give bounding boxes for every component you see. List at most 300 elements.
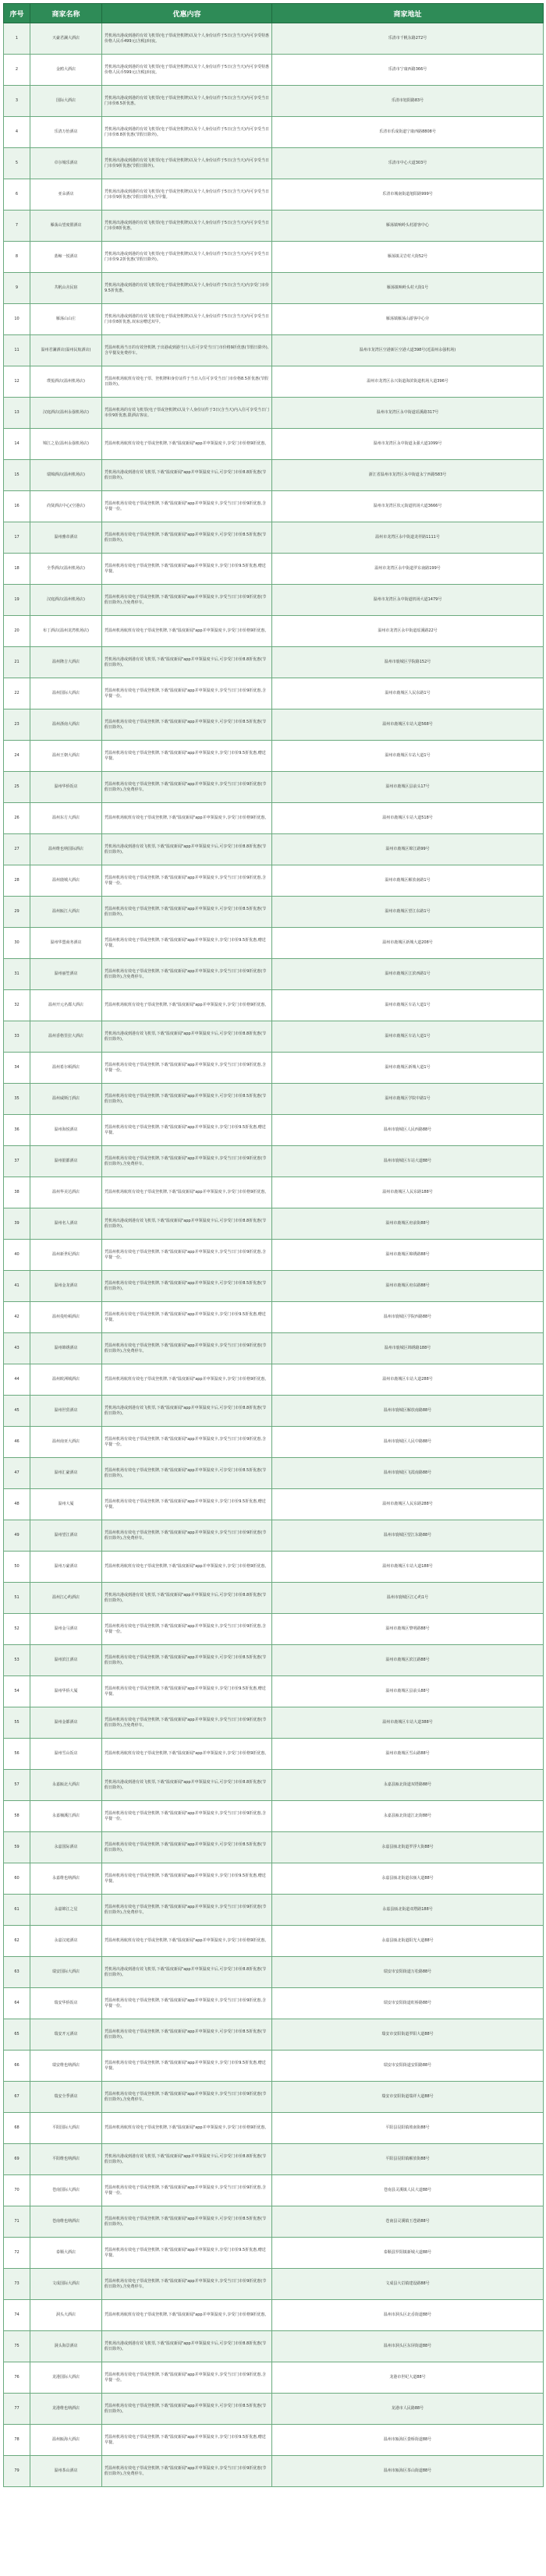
merchant-name: 温州国际大酒店 [30,678,102,709]
merchant-name: 天豪君澜大酒店 [30,23,102,55]
row-number: 59 [4,1832,30,1863]
merchant-name: 永嘉楠溪江酒店 [30,1801,102,1832]
merchant-address: 温州市龙湾区永中街道瑶溪路317号 [272,398,544,429]
merchant-address: 瑞安市安阳街道万松路88号 [272,1957,544,1988]
row-number: 20 [4,616,30,647]
benefit-text: 凭机场出港或到港的有效飞机票(电子票或登机牌)以及个人身份证件于5日(含当天)内可享受当日门市价8.8折优惠(节假日除外)。 [102,117,272,148]
header-benefit: 优惠内容 [102,4,272,23]
row-number: 7 [4,211,30,242]
benefit-text: 凭机场出港或到港有效飞机票,下载"温度新闻"app并申领温度卡后,可享受门市价8.8折优惠(节假日除外)。 [102,1396,272,1427]
merchant-name: 温州华侨大厦 [30,1676,102,1707]
header-address: 商家地址 [272,4,544,23]
merchant-name: 温州新世纪酒店 [30,1240,102,1271]
benefit-text: 凭温州机场有效电子票或登机牌,下载"温度新闻"app并申领温度卡,享受当日门市价9折优惠,含早餐一份。 [102,1614,272,1645]
row-number: 57 [4,1770,30,1801]
benefit-text: 凭温州机场有效电子票或登机牌,下载"温度新闻"app并申领温度卡,享受门市价9.5折优惠,赠送早餐。 [102,554,272,585]
row-number: 77 [4,2394,30,2425]
merchant-address: 温州市鹿城区新城大道208号 [272,928,544,959]
merchant-address: 温州市鹿城区锦绣路188号 [272,1333,544,1364]
merchant-name: 温州银都酒店 [30,1146,102,1177]
merchant-name: 平阳维也纳酒店 [30,2144,102,2175]
row-number: 16 [4,491,30,522]
table-row [4,522,544,554]
merchant-name: 温州君澜酒店(温州民航酒店) [30,335,102,366]
benefit-text: 凭温州机场有效电子票或登机牌,下载"温度新闻"app并申领温度卡,享受门市价9.5折优惠,赠送早餐。 [102,741,272,772]
benefit-text: 凭温州机场有效电子票或登机牌,下载"温度新闻"app并申领温度卡,享受门市价9.5折优惠,赠送早餐。 [102,1676,272,1707]
table-row [4,1739,544,1770]
row-number: 63 [4,1957,30,1988]
table-row [4,2175,544,2206]
merchant-address: 瑞安市安阳街道瑞祥大道88号 [272,2082,544,2113]
benefit-text: 凭温州机场有效电子票或登机牌,下载"温度新闻"app并申领温度卡,可享受门市价8.5折优惠(节假日除外)。 [102,1458,272,1489]
merchant-name: 温州锦绣酒店 [30,1333,102,1364]
merchant-name: 瑞安国际大酒店 [30,1957,102,1988]
table-row [4,273,544,304]
merchant-name: 温州威斯汀酒店 [30,1084,102,1115]
merchant-address: 乐清市乐成街道宁康西路8808号 [272,117,544,148]
merchant-address: 温州市鹿城区府东路88号 [272,1271,544,1302]
table-row [4,1333,544,1364]
row-number: 8 [4,242,30,273]
table-row [4,55,544,86]
benefit-text: 凭温州机场航班有效电子票或登机牌,下载"温度新闻"app并申领温度卡,享受门市价格9折优惠。 [102,1552,272,1583]
merchant-name: 雁荡山山庄 [30,304,102,335]
row-number: 46 [4,1427,30,1458]
table-row [4,709,544,741]
merchant-address: 乐清市城南街道旭阳路999号 [272,179,544,211]
benefit-text: 凭温州机场有效电子票或登机牌,下载"温度新闻"app并申领温度卡,可享受门市价8.5折优惠(节假日除外)。 [102,522,272,554]
table-row [4,491,544,522]
row-number: 22 [4,678,30,709]
row-number: 9 [4,273,30,304]
merchant-name: 永嘉汉庭酒店 [30,1926,102,1957]
table-row [4,772,544,803]
table-row [4,928,544,959]
merchant-address: 龙港市人民路88号 [272,2394,544,2425]
merchant-address: 雁荡镇灵岩村大街52号 [272,242,544,273]
merchant-name: 永嘉瓯北大酒店 [30,1770,102,1801]
row-number: 76 [4,2362,30,2394]
row-number: 58 [4,1801,30,1832]
benefit-text: 凭温州机场有效电子票或登机牌,下载"温度新闻"app并申领温度卡,享受当日门市价9折优惠(节假日除外),含免费停车。 [102,1333,272,1364]
benefit-text: 凭机场出港或到港的有效飞机票(电子票或登机牌)以及个人身份证件于5日(含当天)内可享受当日门市价8折优惠,双床房赠送双早。 [102,304,272,335]
merchant-name: 龙港维也纳酒店 [30,2394,102,2425]
header-row [4,4,544,23]
row-number: 67 [4,2082,30,2113]
merchant-name: 蓝鲸一悦酒店 [30,242,102,273]
merchant-name: 温州雪山饭店 [30,1739,102,1770]
merchant-name: 璞悦酒店(温州机场店) [30,366,102,398]
table-row [4,1707,544,1739]
table-row [4,2206,544,2238]
benefit-text: 凭温州机场有效电子票或登机牌,下载"温度新闻"app并申领温度卡,享受当日门市价9折优惠,含早餐一份。 [102,491,272,522]
merchant-address: 雁荡镇雁荡山游客中心旁 [272,304,544,335]
benefit-text: 凭温州机场有效电子票或登机牌,下载"温度新闻"app并申领温度卡,享受当日门市价9折优惠(节假日除外),含免费停车。 [102,1895,272,1926]
merchant-name: 温州开元名都大酒店 [30,990,102,1021]
table-row [4,2331,544,2362]
merchant-address: 温州市鹿城区解放南路1号 [272,865,544,897]
table-row [4,1115,544,1146]
merchant-name: 温州华盟商务酒店 [30,928,102,959]
merchant-address: 温州市龙湾区空港新区空港大道398号(近温州永强机场) [272,335,544,366]
merchant-address: 温州市鹿城区黎明路88号 [272,1614,544,1645]
merchant-address: 温州市鹿城区人民东路288号 [272,1489,544,1520]
row-number: 60 [4,1863,30,1895]
table-row [4,647,544,678]
merchant-name: 温州华美达酒店 [30,1177,102,1208]
merchant-address: 温州市鹿城区望江东路88号 [272,1520,544,1552]
benefit-text: 凭机场出港或到港有效飞机票,下载"温度新闻"app并申领温度卡后,可享受门市价8.8折优惠(节假日除外)。 [102,834,272,865]
benefit-text: 凭温州机场有效电子票或登机牌,下载"温度新闻"app并申领温度卡,可享受门市价8.5折优惠(节假日除外)。 [102,1271,272,1302]
row-number: 1 [4,23,30,55]
merchant-address: 温州市瓯海区茶山街道88号 [272,2456,544,2487]
row-number: 55 [4,1707,30,1739]
benefit-text: 凭机场出港或到港的有效飞机票(电子票或登机牌)以及个人身份证件于5日(含当天)内可享受特惠价格人民币499元(含税)/间夜。 [102,23,272,55]
merchant-address: 平阳县昆阳镇解放街88号 [272,2144,544,2175]
merchant-address: 温州市龙湾区永中街道瑶溪路22号 [272,616,544,647]
row-number: 41 [4,1271,30,1302]
table-row [4,148,544,179]
merchant-name: 温州维也纳国际酒店 [30,834,102,865]
merchant-address: 乐清市中心大道303号 [272,148,544,179]
table-row [4,429,544,460]
merchant-name: 温州东方大酒店 [30,803,102,834]
benefit-text: 凭温州机场有效电子票或登机牌,下载"温度新闻"app并申领温度卡,享受当日门市价9折优惠(节假日除外),含免费停车。 [102,1146,272,1177]
table-row [4,1895,544,1926]
table-row [4,1863,544,1895]
merchant-name: 永嘉国际酒店 [30,1832,102,1863]
merchant-address: 乐清市千帆东路272号 [272,23,544,55]
table-row [4,1552,544,1583]
merchant-address: 温州市鹿城区江心屿1号 [272,1583,544,1614]
row-number: 13 [4,398,30,429]
merchant-name: 温州瓯海大酒店 [30,2425,102,2456]
row-number: 42 [4,1302,30,1333]
benefit-text: 凭温州机场有效电子票或登机牌,下载"温度新闻"app并申领温度卡,享受当日门市价9折优惠,含早餐一份。 [102,1988,272,2019]
row-number: 34 [4,1053,30,1084]
merchant-name: 温州江心屿酒店 [30,1583,102,1614]
merchant-name: 温州望江酒店 [30,1520,102,1552]
table-row [4,1053,544,1084]
table-row [4,366,544,398]
merchant-name: 温州香格里拉大酒店 [30,1021,102,1053]
table-row [4,2238,544,2269]
row-number: 45 [4,1396,30,1427]
benefit-text: 凭温州机场有效电子票或登机牌,下载"温度新闻"app并申领温度卡,可享受门市价8.5折优惠(节假日除外)。 [102,1645,272,1676]
row-number: 50 [4,1552,30,1583]
row-number: 61 [4,1895,30,1926]
table-row [4,2144,544,2175]
table-row [4,2113,544,2144]
benefit-text: 凭温州机场有效电子票或登机牌,下载"温度新闻"app并申领温度卡,享受当日门市价9折优惠,含早餐一份。 [102,2362,272,2394]
row-number: 44 [4,1364,30,1396]
merchant-name: 温州汇豪酒店 [30,1458,102,1489]
merchant-address: 龙港市世纪大道88号 [272,2362,544,2394]
merchant-name: 乐清万怡酒店 [30,117,102,148]
table-row [4,1520,544,1552]
table-row [4,1832,544,1863]
merchant-address: 乐清市旭阳路83号 [272,86,544,117]
row-number: 14 [4,429,30,460]
merchant-name: 尚贤酒店中心(空港店) [30,491,102,522]
benefit-text: 凭机场出港或到港的有效飞机票(电子票或登机牌)以及个人身份证件于5日(含当天)内可享受特惠价格人民币599元(含税)/间夜。 [102,55,272,86]
table-row [4,460,544,491]
table-row [4,2394,544,2425]
merchant-name: 温州海悦酒店 [30,1115,102,1146]
merchant-address: 苍南县灵溪镇人民大道88号 [272,2175,544,2206]
merchant-name: 温州金马酒店 [30,1614,102,1645]
benefit-text: 凭温州机场有效电子票或登机牌,下载"温度新闻"app并申领温度卡,享受当日门市价9折优惠(节假日除外),含免费停车。 [102,772,272,803]
table-row [4,304,544,335]
merchant-name: 瑞安维也纳酒店 [30,2051,102,2082]
merchant-address: 温州市鹿城区车站大道288号 [272,1364,544,1396]
row-number: 19 [4,585,30,616]
benefit-text: 凭温州机场当日的有效登机牌,于出港或到港当日入住可享受当日门市价格9折优惠(节假日除外),含早餐及免费停车。 [102,335,272,366]
merchant-address: 温州市龙湾区永兴街道海滨街道机场大道396号 [272,366,544,398]
row-number: 21 [4,647,30,678]
merchant-name: 温州世贸酒店 [30,1396,102,1427]
row-number: 24 [4,741,30,772]
merchant-name: 温州南亚大酒店 [30,1427,102,1458]
merchant-name: 亚朵酒店 [30,179,102,211]
merchant-address: 乐清市宁康西路366号 [272,55,544,86]
row-number: 2 [4,55,30,86]
table-row [4,1084,544,1115]
merchant-address: 温州市鹿城区府前街88号 [272,1208,544,1240]
merchant-name: 国际大酒店 [30,86,102,117]
row-number: 15 [4,460,30,491]
benefit-text: 凭温州机场有效电子票或登机牌,下载"温度新闻"app并申领温度卡,可享受门市价8.5折优惠(节假日除外)。 [102,2394,272,2425]
table-row [4,1302,544,1333]
table-row [4,179,544,211]
row-number: 56 [4,1739,30,1770]
row-number: 40 [4,1240,30,1271]
merchant-address: 温州市鹿城区解放南路88号 [272,1396,544,1427]
table-row [4,616,544,647]
benefit-text: 凭温州机场有效电子票或登机牌,下载"温度新闻"app并申领温度卡,可享受门市价8.5折优惠(节假日除外)。 [102,1832,272,1863]
benefit-text: 凭机场出港或到港有效飞机票,下载"温度新闻"app并申领温度卡后,可享受门市价8.8折优惠(节假日除外)。 [102,1021,272,1053]
row-number: 30 [4,928,30,959]
benefit-text: 凭温州机场有效电子票或登机牌,下载"温度新闻"app并申领温度卡,享受门市价9.5折优惠,赠送早餐。 [102,1302,272,1333]
table-row [4,1021,544,1053]
row-number: 53 [4,1645,30,1676]
table-row [4,1146,544,1177]
row-number: 71 [4,2206,30,2238]
table-row [4,1177,544,1208]
merchant-name: 锦江之星(温州永强机场店) [30,429,102,460]
benefit-text: 凭温州机场航班有效电子票或登机牌,下载"温度新闻"app并申领温度卡,享受门市价格9折优惠。 [102,1739,272,1770]
row-number: 73 [4,2269,30,2300]
merchant-address: 温州市鹿城区滨江路88号 [272,1645,544,1676]
merchant-address: 雁荡镇响岭头村大街1号 [272,273,544,304]
merchant-name: 洞头海景酒店 [30,2331,102,2362]
table-row [4,2051,544,2082]
merchant-name: 温州隆吉大酒店 [30,647,102,678]
row-number: 28 [4,865,30,897]
merchant-name: 温州华侨饭店 [30,772,102,803]
benefit-text: 凭温州机场航班有效电子票或登机牌,下载"温度新闻"app并申领温度卡,享受门市价格9折优惠。 [102,1177,272,1208]
table-row [4,897,544,928]
row-number: 29 [4,897,30,928]
table-row [4,1645,544,1676]
merchant-table [3,3,544,2487]
table-row [4,1801,544,1832]
merchant-address: 温州市鹿城区车站大道188号 [272,1552,544,1583]
merchant-address: 温州市鹿城区学院中路1号 [272,1084,544,1115]
table-row [4,1583,544,1614]
table-row [4,1427,544,1458]
merchant-name: 温州万豪酒店 [30,1552,102,1583]
merchant-name: 温州大厦 [30,1489,102,1520]
merchant-address: 雁荡镇响岭头村游客中心 [272,211,544,242]
row-number: 27 [4,834,30,865]
merchant-name: 温州欧洲城酒店 [30,1364,102,1396]
benefit-text: 凭温州机场航班有效电子票或登机牌,下载"温度新闻"app并申领温度卡,享受门市价格9折优惠。 [102,1926,272,1957]
benefit-text: 凭机场出港或到港有效飞机票,下载"温度新闻"app并申领温度卡后,可享受门市价8.8折优惠(节假日除外)。 [102,647,272,678]
benefit-text: 凭温州机场有效电子票或登机牌,下载"温度新闻"app并申领温度卡,享受门市价9.5折优惠,赠送早餐。 [102,2051,272,2082]
merchant-name: 温州王朝大酒店 [30,741,102,772]
row-number: 11 [4,335,30,366]
row-number: 32 [4,990,30,1021]
benefit-text: 凭机场出港或到港的有效飞机票(电子票或登机牌)以及个人身份证件于5日(含当天)内享受门市价9.5折优惠。 [102,273,272,304]
merchant-address: 永嘉县瓯北街道阳光大道88号 [272,1926,544,1957]
row-number: 4 [4,117,30,148]
merchant-address: 浙江省温州市龙湾区永中街道永宁西路583号 [272,460,544,491]
table-row [4,2425,544,2456]
row-number: 62 [4,1926,30,1957]
merchant-address: 文成县大峃镇建设路88号 [272,2269,544,2300]
row-number: 10 [4,304,30,335]
merchant-name: 温州雅帝酒店 [30,522,102,554]
benefit-text: 凭机场出港或到港有效飞机票,下载"温度新闻"app并申领温度卡后,可享受门市价8.8折优惠(节假日除外)。 [102,1208,272,1240]
benefit-text: 凭机场出港或到港有效飞机票,下载"温度新闻"app并申领温度卡后,可享受门市价8.8折优惠(节假日除外)。 [102,1770,272,1801]
header-no: 序号 [4,4,30,23]
merchant-address: 温州市鹿城区望江东路1号 [272,897,544,928]
table-row [4,678,544,709]
merchant-address: 温州市龙湾区永中街道龙祥路1111号 [272,522,544,554]
merchant-address: 瑞安市安阳街道安阳路88号 [272,2051,544,2082]
benefit-text: 凭温州机场航班有效电子票或登机牌,下载"温度新闻"app并申领温度卡,享受门市价格9折优惠。 [102,990,272,1021]
row-number: 12 [4,366,30,398]
table-row [4,1770,544,1801]
row-number: 68 [4,2113,30,2144]
merchant-name: 文成国际大酒店 [30,2269,102,2300]
merchant-name: 共帆山舍民宿 [30,273,102,304]
merchant-address: 温州市鹿城区车站大道88号 [272,1146,544,1177]
benefit-text: 凭温州机场有效电子票或登机牌,下载"温度新闻"app并申领温度卡,可享受门市价8.5折优惠(节假日除外)。 [102,2019,272,2051]
row-number: 25 [4,772,30,803]
table-row [4,834,544,865]
merchant-name: 温州鹿城大酒店 [30,865,102,897]
merchant-address: 温州市鹿城区人民东路1号 [272,678,544,709]
row-number: 37 [4,1146,30,1177]
row-number: 23 [4,709,30,741]
table-row [4,803,544,834]
merchant-name: 温州茶山酒店 [30,2456,102,2487]
table-row [4,1489,544,1520]
benefit-text: 凭温州机场有效电子票或登机牌,下载"温度新闻"app并申领温度卡,享受门市价9.5折优惠,赠送早餐。 [102,2425,272,2456]
table-row [4,335,544,366]
merchant-address: 苍南县灵溪镇玉苍路88号 [272,2206,544,2238]
row-number: 66 [4,2051,30,2082]
benefit-text: 凭机场出港或到港的有效飞机票(电子票或登机牌)以及个人身份证件于5日(含当天)内可享受当日门市价9折优惠(节假日除外)。 [102,148,272,179]
merchant-address: 温州市鹿城区车站大道1号 [272,1021,544,1053]
merchant-name: 温州浙南大酒店 [30,709,102,741]
benefit-text: 凭温州机场有效电子票或登机牌,下载"温度新闻"app并申领温度卡,可享受门市价8.5折优惠(节假日除外)。 [102,897,272,928]
benefit-text: 凭机场出港或到港有效飞机票,下载"温度新闻"app并申领温度卡后,可享受门市价8.8折优惠(节假日除外)。 [102,2144,272,2175]
merchant-address: 温州市鹿城区车站大道1号 [272,741,544,772]
benefit-text: 凭温州机场航班有效电子票或登机牌,下载"温度新闻"app并申领温度卡,享受门市价格9折优惠。 [102,1364,272,1396]
table-row [4,2019,544,2051]
merchant-address: 永嘉县瓯北街道双塔路88号 [272,1770,544,1801]
benefit-text: 凭温州机场航班有效电子票或登机牌,下载"温度新闻"app并申领温度卡,享受门市价格9折优惠。 [102,803,272,834]
row-number: 5 [4,148,30,179]
merchant-name: 瑞锦酒店(温州机场店) [30,460,102,491]
merchant-address: 温州市瓯海区娄桥街道88号 [272,2425,544,2456]
benefit-text: 凭温州机场有效电子票或登机牌,下载"温度新闻"app并申领温度卡,享受当日门市价9折优惠(节假日除外),含免费停车。 [102,959,272,990]
benefit-text: 凭温州机场航班有效电子票或登机牌,下载"温度新闻"app并申领温度卡,享受门市价格9折优惠。 [102,429,272,460]
benefit-text: 凭机场出港或到港的有效飞机票(电子票或登机牌)以及个人身份证件于5日(含当天)内可享受当日门市价8.5折优惠。 [102,86,272,117]
benefit-text: 凭温州机场有效电子票或登机牌,下载"温度新闻"app并申领温度卡,享受当日门市价9折优惠,含早餐一份。 [102,1801,272,1832]
merchant-address: 温州市洞头区东屏街道88号 [272,2331,544,2362]
row-number: 65 [4,2019,30,2051]
table-row [4,1676,544,1707]
row-number: 31 [4,959,30,990]
merchant-table-container [3,3,543,2487]
merchant-name: 温州名人酒店 [30,1208,102,1240]
row-number: 48 [4,1489,30,1520]
row-number: 54 [4,1676,30,1707]
merchant-address: 泰顺县罗阳镇新城大道88号 [272,2238,544,2269]
row-number: 74 [4,2300,30,2331]
merchant-name: 汉庭酒店(温州永强机场店) [30,398,102,429]
merchant-address: 温州市鹿城区人民东路188号 [272,1177,544,1208]
table-row [4,1458,544,1489]
merchant-name: 苍南国际大酒店 [30,2175,102,2206]
merchant-address: 温州市鹿城区车站大道388号 [272,1707,544,1739]
merchant-address: 温州市鹿城区人民中路88号 [272,1427,544,1458]
table-row [4,554,544,585]
row-number: 35 [4,1084,30,1115]
merchant-address: 温州市洞头区北岙街道88号 [272,2300,544,2331]
merchant-address: 温州市鹿城区学院路152号 [272,647,544,678]
merchant-address: 温州市鹿城区县前头17号 [272,772,544,803]
table-row [4,1240,544,1271]
benefit-text: 凭机场出港或到港有效飞机票,下载"温度新闻"app并申领温度卡后,可享受门市价8.8折优惠(节假日除外)。 [102,1957,272,1988]
merchant-address: 温州市鹿城区车站大道568号 [272,709,544,741]
benefit-text: 凭温州机场有效电子票或登机牌,下载"温度新闻"app并申领温度卡,享受当日门市价9折优惠(节假日除外),含免费停车。 [102,1520,272,1552]
benefit-text: 凭机场出港或到港有效飞机票,下载"温度新闻"app并申领温度卡后,可享受门市价8.8折优惠(节假日除外)。 [102,460,272,491]
row-number: 36 [4,1115,30,1146]
merchant-address: 温州市鹿城区新城大道1号 [272,1053,544,1084]
merchant-address: 温州市鹿城区江滨西路1号 [272,959,544,990]
merchant-address: 温州市龙湾区永中街道罗东南路199号 [272,554,544,585]
merchant-name: 苍南维也纳酒店 [30,2206,102,2238]
benefit-text: 凭温州机场有效电子票或登机牌,下载"温度新闻"app并申领温度卡,享受当日门市价9折优惠,含早餐一份。 [102,678,272,709]
row-number: 64 [4,1988,30,2019]
row-number: 43 [4,1333,30,1364]
benefit-text: 凭机场出港或到港有效飞机票,下载"温度新闻"app并申领温度卡后,可享受门市价8.8折优惠(节假日除外)。 [102,1583,272,1614]
table-row [4,398,544,429]
merchant-address: 温州市鹿城区人民西路88号 [272,1115,544,1146]
merchant-address: 永嘉县瓯北街道双塔路188号 [272,1895,544,1926]
row-number: 3 [4,86,30,117]
benefit-text: 凭温州机场有效电子票或登机牌,下载"温度新闻"app并申领温度卡,享受当日门市价9折优惠,含早餐一份。 [102,1427,272,1458]
row-number: 51 [4,1583,30,1614]
table-row [4,2300,544,2331]
row-number: 72 [4,2238,30,2269]
benefit-text: 凭温州机场有效电子票或登机牌,下载"温度新闻"app并申领温度卡,享受当日门市价9折优惠,含早餐一份。 [102,1240,272,1271]
